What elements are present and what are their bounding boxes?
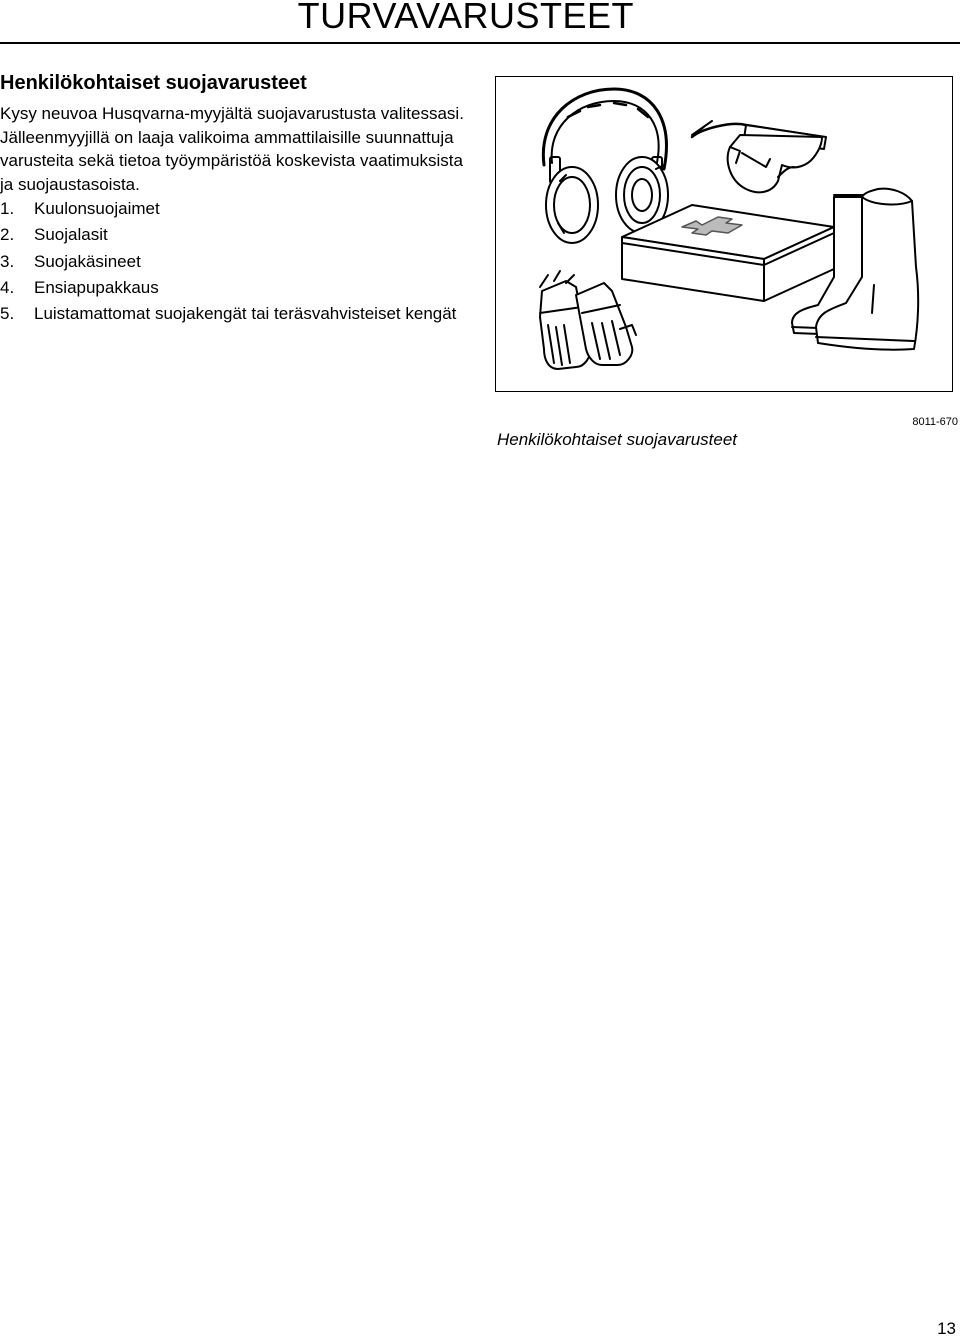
page-header-title: TURVAVARUSTEET <box>297 0 634 36</box>
list-item-text: Kuulonsuojaimet <box>34 199 160 218</box>
gloves-icon <box>540 271 636 369</box>
equipment-illustration <box>495 76 953 392</box>
list-item-text: Suojalasit <box>34 225 108 245</box>
list-item <box>0 198 470 220</box>
ear-protection-icon <box>543 89 668 243</box>
list-item <box>0 251 470 273</box>
list-item <box>0 277 470 299</box>
header-rule <box>0 42 960 44</box>
list-item-number: 4. <box>0 277 15 297</box>
list-item-number: 5. <box>0 304 15 324</box>
list-item-number: 1. <box>0 199 15 218</box>
list-item-number: 3. <box>0 251 15 271</box>
figure-caption: Henkilökohtaiset suojavarusteet <box>497 430 738 449</box>
intro-paragraph: Kysy neuvoa Husqvarna-myyjältä suojavarustusta valitessasi. Jälleenmyyjillä on laaja valikoima ammattilaisille suunnattuja varusteita sekä tietoa työympäristöä koskevista vaatimuksista ja suojaustasoista. <box>0 104 464 194</box>
page-number: 13 <box>937 1319 956 1338</box>
equipment-list <box>0 198 470 325</box>
list-item <box>0 224 470 246</box>
section-heading: Henkilökohtaiset suojavarusteet <box>0 72 307 94</box>
text-column <box>0 70 470 329</box>
figure-code: 8011-670 <box>912 416 958 428</box>
list-item-text: Ensiapupakkaus <box>34 277 159 297</box>
list-item-text: Luistamattomat suojakengät tai teräsvahvisteiset kengät <box>34 304 457 324</box>
list-item-text: Suojakäsineet <box>34 251 141 271</box>
list-item-number: 2. <box>0 225 15 245</box>
safety-glasses-icon <box>692 121 826 192</box>
list-item <box>0 303 470 325</box>
